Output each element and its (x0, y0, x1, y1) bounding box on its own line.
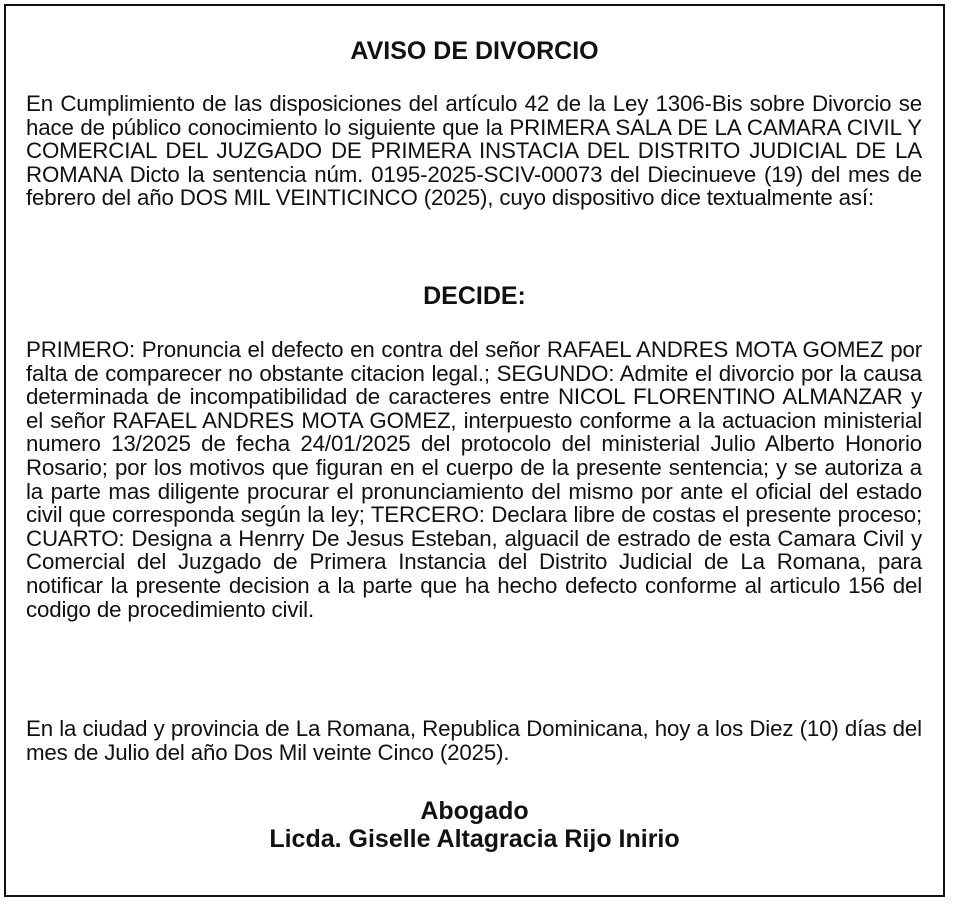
intro-paragraph: En Cumplimiento de las disposiciones del artículo 42 de la Ley 1306-Bis sobre Divorcio se hace de público conocimiento lo siguiente que la PRIMERA SALA DE LA CAMARA CIVIL Y COMERCIAL DEL JUZGADO DE PRIMERA INSTACIA DEL DISTRITO JUDICIAL DE LA ROMANA Dicto la sentencia núm. 0195-2025-SCIV-00073 del Diecinueve (19) del mes de febrero del año DOS MIL VEINTICINCO (2025), cuyo dispositivo dice textualmente así: (26, 91, 922, 211)
signature-name: Licda. Giselle Altagracia Rijo Inirio (269, 825, 680, 853)
decide-heading: DECIDE: (423, 282, 526, 310)
divorce-notice (4, 4, 945, 897)
notice-title: AVISO DE DIVORCIO (350, 37, 599, 65)
ruling-paragraph: PRIMERO: Pronuncia el defecto en contra del señor RAFAEL ANDRES MOTA GOMEZ por falta de comparecer no obstante citacion legal.; SEGUNDO: Admite el divorcio por la causa determinada de incompatibilidad de caracteres entre NICOL FLORENTINO ALMANZAR y el señor RAFAEL ANDRES MOTA GOMEZ, interpuesto conforme a la actuacion ministerial numero 13/2025 de fecha 24/01/2025 del protocolo del ministerial Julio Alberto Honorio Rosario; por los motivos que figuran en el cuerpo de la presente sentencia; y se autoriza a la parte mas diligente procurar el pronunciamiento del mismo por ante el oficial del estado civil que corresponda según la ley; TERCERO: Declara libre de costas el presente proceso; CUARTO: Designa a Henrry De Jesus Esteban, alguacil de estrado de esta Camara Civil y Comercial del Juzgado de Primera Instancia del Distrito Judicial de La Romana, para notificar la presente decision a la parte que ha hecho defecto conforme al articulo 156 del codigo de procedimiento civil. (26, 337, 922, 622)
closing-paragraph: En la ciudad y provincia de La Romana, Republica Dominicana, hoy a los Diez (10) días del mes de Julio del año Dos Mil veinte Cinco (2025). (26, 716, 922, 765)
signature-role: Abogado (420, 797, 529, 825)
